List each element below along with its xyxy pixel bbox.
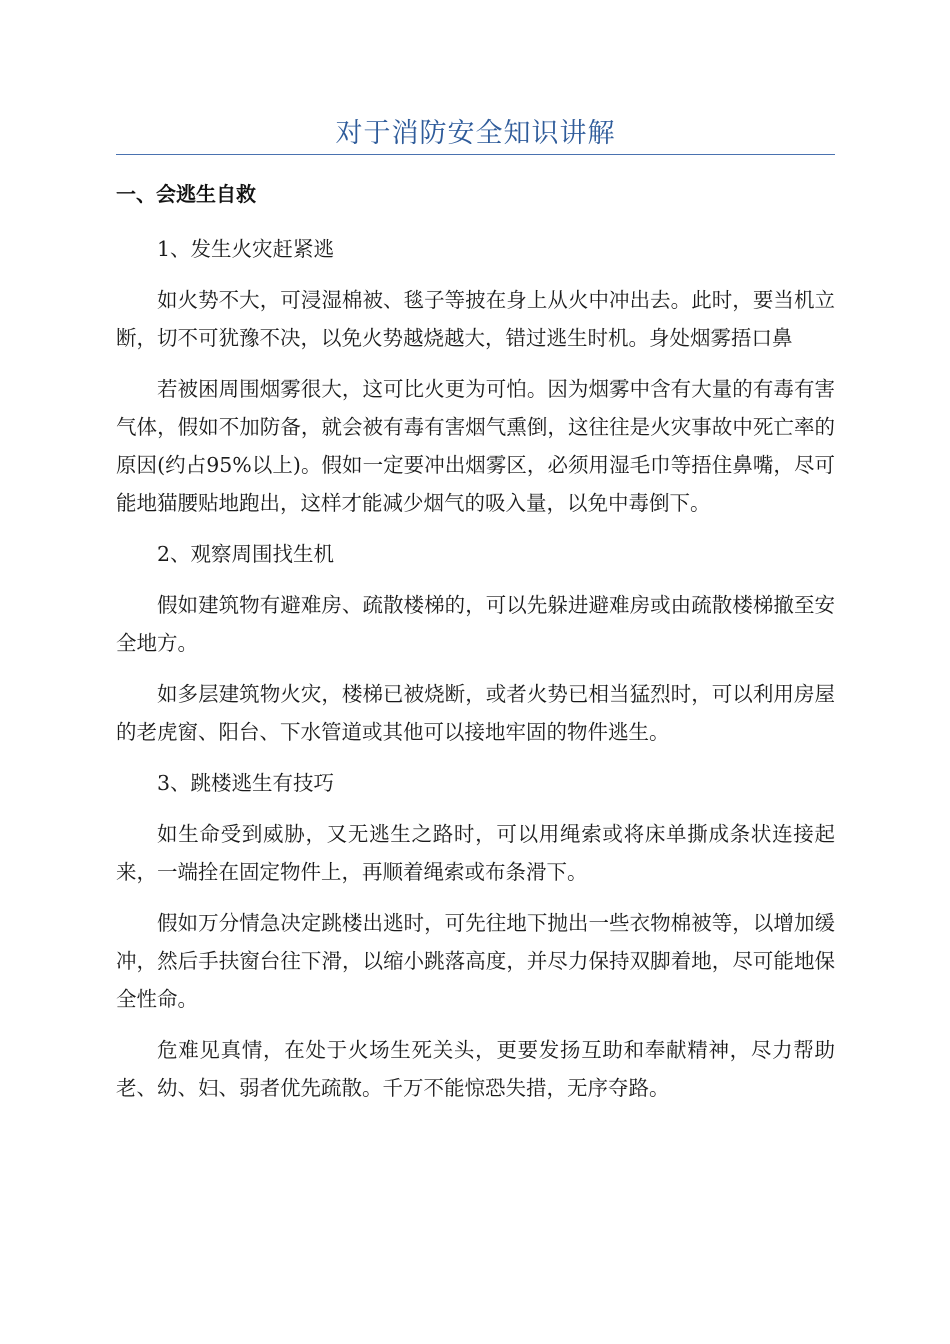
subheading-1: 1、发生火灾赶紧逃	[157, 237, 335, 261]
paragraph-6: 假如万分情急决定跳楼出逃时，可先往地下抛出一些衣物棉被等，以增加缓冲，然后手扶窗台往下滑，以缩小跳落高度，并尽力保持双脚着地，尽可能地保全性命。	[116, 911, 835, 1011]
subheading-2: 2、观察周围找生机	[157, 542, 335, 566]
paragraph-5: 如生命受到威胁，又无逃生之路时，可以用绳索或将床单撕成条状连接起来，一端拴在固定物件上，再顺着绳索或布条滑下。	[116, 822, 835, 884]
paragraph-1: 如火势不大，可浸湿棉被、毯子等披在身上从火中冲出去。此时，要当机立断，切不可犹豫不决，以免火势越烧越大，错过逃生时机。身处烟雾捂口鼻	[116, 288, 835, 350]
paragraph-2: 若被困周围烟雾很大，这可比火更为可怕。因为烟雾中含有大量的有毒有害气体，假如不加防备，就会被有毒有害烟气熏倒，这往往是火灾事故中死亡率的原因(约占95%以上)。假如一定要冲出烟雾区，必须用湿毛巾等捂住鼻嘴，尽可能地猫腰贴地跑出，这样才能减少烟气的吸入量，以免中毒倒下。	[116, 377, 835, 515]
document-title: 对于消防安全知识讲解	[335, 118, 616, 149]
paragraph-3: 假如建筑物有避难房、疏散楼梯的，可以先躲进避难房或由疏散楼梯撤至安全地方。	[116, 593, 835, 655]
paragraph-4: 如多层建筑物火灾，楼梯已被烧断，或者火势已相当猛烈时，可以利用房屋的老虎窗、阳台、下水管道或其他可以接地牢固的物件逃生。	[116, 682, 835, 744]
paragraph-7: 危难见真情，在处于火场生死关头，更要发扬互助和奉献精神，尽力帮助老、幼、妇、弱者优先疏散。千万不能惊恐失措，无序夺路。	[116, 1038, 835, 1100]
subheading-3: 3、跳楼逃生有技巧	[157, 771, 335, 795]
document-body	[116, 176, 835, 1120]
title-divider	[116, 154, 835, 155]
section-heading: 一、会逃生自救	[116, 182, 256, 206]
